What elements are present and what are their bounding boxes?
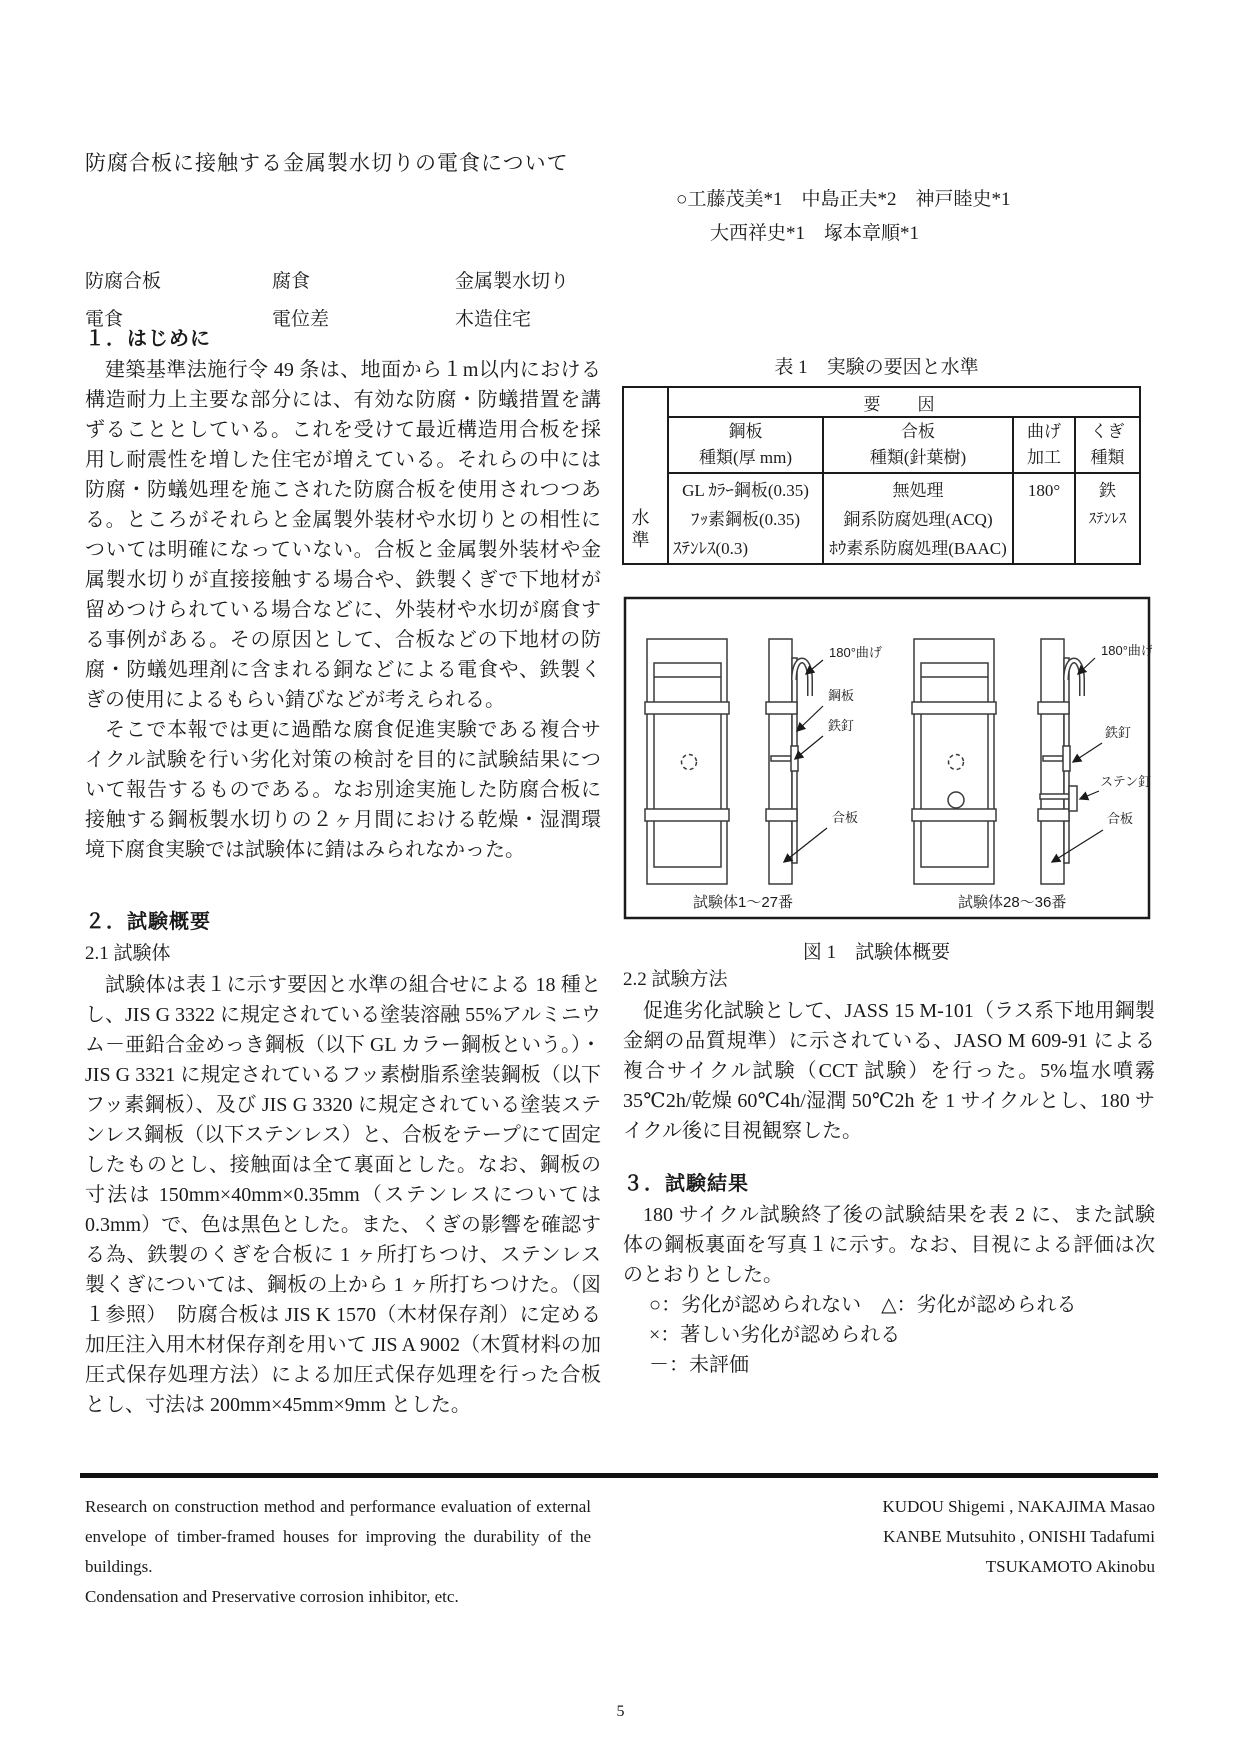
section-2-1-subheading: 2.1 試験体	[85, 943, 171, 964]
author-line-2: 大西祥史*1 塚本章順*1	[710, 223, 920, 244]
specimen-front-view	[645, 639, 729, 884]
keyword: 電位差	[272, 309, 330, 330]
iron-nail-head	[791, 746, 798, 771]
figure-1	[623, 590, 1152, 926]
footer-author-line: KUDOU Shigemi , NAKAJIMA Masao	[882, 1497, 1155, 1516]
page-number: 5	[616, 1703, 625, 1720]
author-line-1: ○工藤茂美*1 中島正夫*2 神戸睦史*1	[676, 189, 1011, 210]
table-cell-nail-levels: 鉄 ｽﾃﾝﾚｽ	[1075, 473, 1140, 564]
section-1	[85, 323, 601, 865]
label-stainless-nail: ステン釘	[1100, 774, 1152, 789]
author-block	[676, 183, 1010, 251]
footer-english-title	[85, 1492, 591, 1612]
paragraph: 建築基準法施行令 49 条は、地面から１m以内における構造耐力上主要な部分には、有効な防腐・防蟻措置を講ずることとしている。これを受けて最近構造用合板を採用し耐震性を増した住宅が増えている。それらの中には防腐・防蟻処理を施こされた防腐合板を使用されつつある。ところがそれらと金属製外装材や水切りとの相性については明確になっていない。合板と金属製外装材や金属製水切りが直接接触する場合や、鉄製くぎで下地材が留めつけられている場合などに、外装材や水切が腐食する事例がある。その原因として、合板などの下地材の防腐・防蟻処理剤に含まれる銅などによる電食や、鉄製くぎの使用によるもらい錆びなどが考えられる。	[85, 359, 601, 711]
table-1	[622, 386, 1141, 565]
footer-author-line: TSUKAMOTO Akinobu	[985, 1557, 1155, 1576]
page-title: 防腐合板に接触する金属製水切りの電食について	[85, 151, 569, 175]
iron-nail-head	[1063, 746, 1070, 771]
rating-legend-line: －：未評価	[649, 1354, 749, 1376]
rating-legend-line: ×：著しい劣化が認められる	[649, 1324, 901, 1346]
keyword: 腐食	[272, 271, 311, 292]
footer-english-paragraph: Research on construction method and performance evaluation of external envelope of timber-framed houses for improving the durability of the buildings.	[85, 1497, 591, 1576]
label-bend: 180°曲げ	[829, 645, 882, 660]
footer-author-line: KANBE Mutsuhito , ONISHI Tadafumi	[883, 1527, 1155, 1546]
table-cell-factor-header: 要 因	[668, 387, 1140, 417]
iron-nail-shaft	[771, 756, 791, 761]
paragraph: 試験体は表１に示す要因と水準の組合せによる 18 種とし、JIS G 3322 に規定されている塗装溶融 55%アルミニウム－亜鉛合金めっき鋼板（以下 GL カラー鋼板という。）・JIS G 3321 に規定されているフッ素樹脂系塗装鋼板（以下フッ素鋼板）、及び JIS G 3320 に規定されている塗装ステンレス鋼板（以下ステンレス）と、合板をテープにて固定したものとし、接触面は全て裏面とした。なお、鋼板の寸法は 150mm×40mm×0.35mm（ステンレスについては 0.3mm）で、色は黒色とした。また、くぎの影響を確認する為、鉄製のくぎを合板に 1 ヶ所打ちつけ、ステンレス製くぎについては、鋼板の上から 1 ヶ所打ちつけた。（図１参照） 防腐合板は JIS K 1570（木材保存剤）に定める加圧注入用木材保存剤を用いて JIS A 9002（木質材料の加圧式保存処理方法）による加圧式保存処理を行った合板とし、寸法は 200mm×45mm×9mm とした。	[85, 974, 601, 1416]
footer-english-paragraph: Condensation and Preservative corrosion inhibitor, etc.	[85, 1587, 459, 1606]
paragraph: そこで本報では更に過酷な腐食促進実験である複合サイクル試験を行い劣化対策の検討を目的に試験結果について報告するものである。なお別途実施した防腐合板に接触する鋼板製水切りの２ヶ月間における乾燥・湿潤環境下腐食実験では試験体に錆はみられなかった。	[85, 719, 601, 861]
footer-divider	[80, 1473, 1158, 1478]
table-cell-level-label: 水 準	[623, 387, 668, 564]
table-cell-steel-levels: GL ｶﾗｰ鋼板(0.35) ﾌｯ素鋼板(0.35) ｽﾃﾝﾚｽ(0.3)	[668, 473, 823, 564]
table-cell-bend-levels: 180°	[1013, 473, 1075, 564]
label-bend: 180°曲げ	[1101, 643, 1152, 658]
stainless-nail-shaft	[1040, 794, 1069, 799]
label-plywood: 合板	[1107, 811, 1134, 826]
paragraph: 180 サイクル試験終了後の試験結果を表 2 に、また試験体の鋼板裏面を写真１に示す。なお、目視による評価は次のとおりとした。	[623, 1204, 1155, 1286]
specimen-front-view-2	[912, 639, 996, 884]
label-steel-plate: 鋼板	[828, 688, 855, 703]
section-2-2-subheading: 2.2 試験方法	[623, 969, 728, 990]
keyword: 防腐合板	[85, 271, 162, 292]
iron-nail-shaft	[1043, 756, 1063, 761]
table-1-title: 表 1 実験の要因と水準	[774, 357, 979, 378]
label-iron-nail: 鉄釘	[1105, 725, 1132, 740]
keyword: 電食	[85, 309, 124, 330]
section-2-2	[623, 964, 1155, 1146]
table-col-header-steel: 鋼板 種類(厚 mm)	[668, 417, 823, 473]
table-col-header-nail: くぎ 種類	[1075, 417, 1140, 473]
footer-author-names	[755, 1492, 1155, 1582]
label-iron-nail: 鉄釘	[828, 718, 855, 733]
specimen-right-caption: 試験体28～36番	[958, 894, 1067, 911]
section-3-heading: ３．試験結果	[623, 1173, 749, 1195]
keyword: 木造住宅	[455, 309, 532, 330]
section-2-heading: ２．試験概要	[85, 911, 211, 933]
section-3	[623, 1168, 1155, 1380]
stainless-nail-head	[1069, 786, 1077, 811]
specimen-left-caption: 試験体1～27番	[693, 894, 794, 911]
keyword-row-1	[85, 263, 655, 301]
table-cell-plywood-levels: 無処理 銅系防腐処理(ACQ) ﾎｳ素系防腐処理(BAAC)	[823, 473, 1013, 564]
specimen-diagram	[623, 590, 1152, 921]
section-1-heading: １．はじめに	[85, 328, 211, 350]
table-col-header-plywood: 合板 種類(針葉樹)	[823, 417, 1013, 473]
figure-1-caption: 図 1 試験体概要	[802, 942, 951, 963]
keyword: 金属製水切り	[455, 271, 570, 292]
section-2	[85, 906, 601, 1420]
label-plywood: 合板	[832, 810, 859, 825]
paragraph: 促進劣化試験として、JASS 15 M-101（ラス系下地用鋼製金網の品質規準）に示されている、JASO M 609-91 による複合サイクル試験（CCT 試験）を行った。5%塩水噴霧 35℃2h/乾燥 60℃4h/湿潤 50℃2h を 1 サイクルとし、180 サイクル後に目視観察した。	[623, 1000, 1155, 1142]
rating-legend-line: ○：劣化が認められない △：劣化が認められる	[649, 1294, 1077, 1316]
table-col-header-bend: 曲げ 加工	[1013, 417, 1075, 473]
